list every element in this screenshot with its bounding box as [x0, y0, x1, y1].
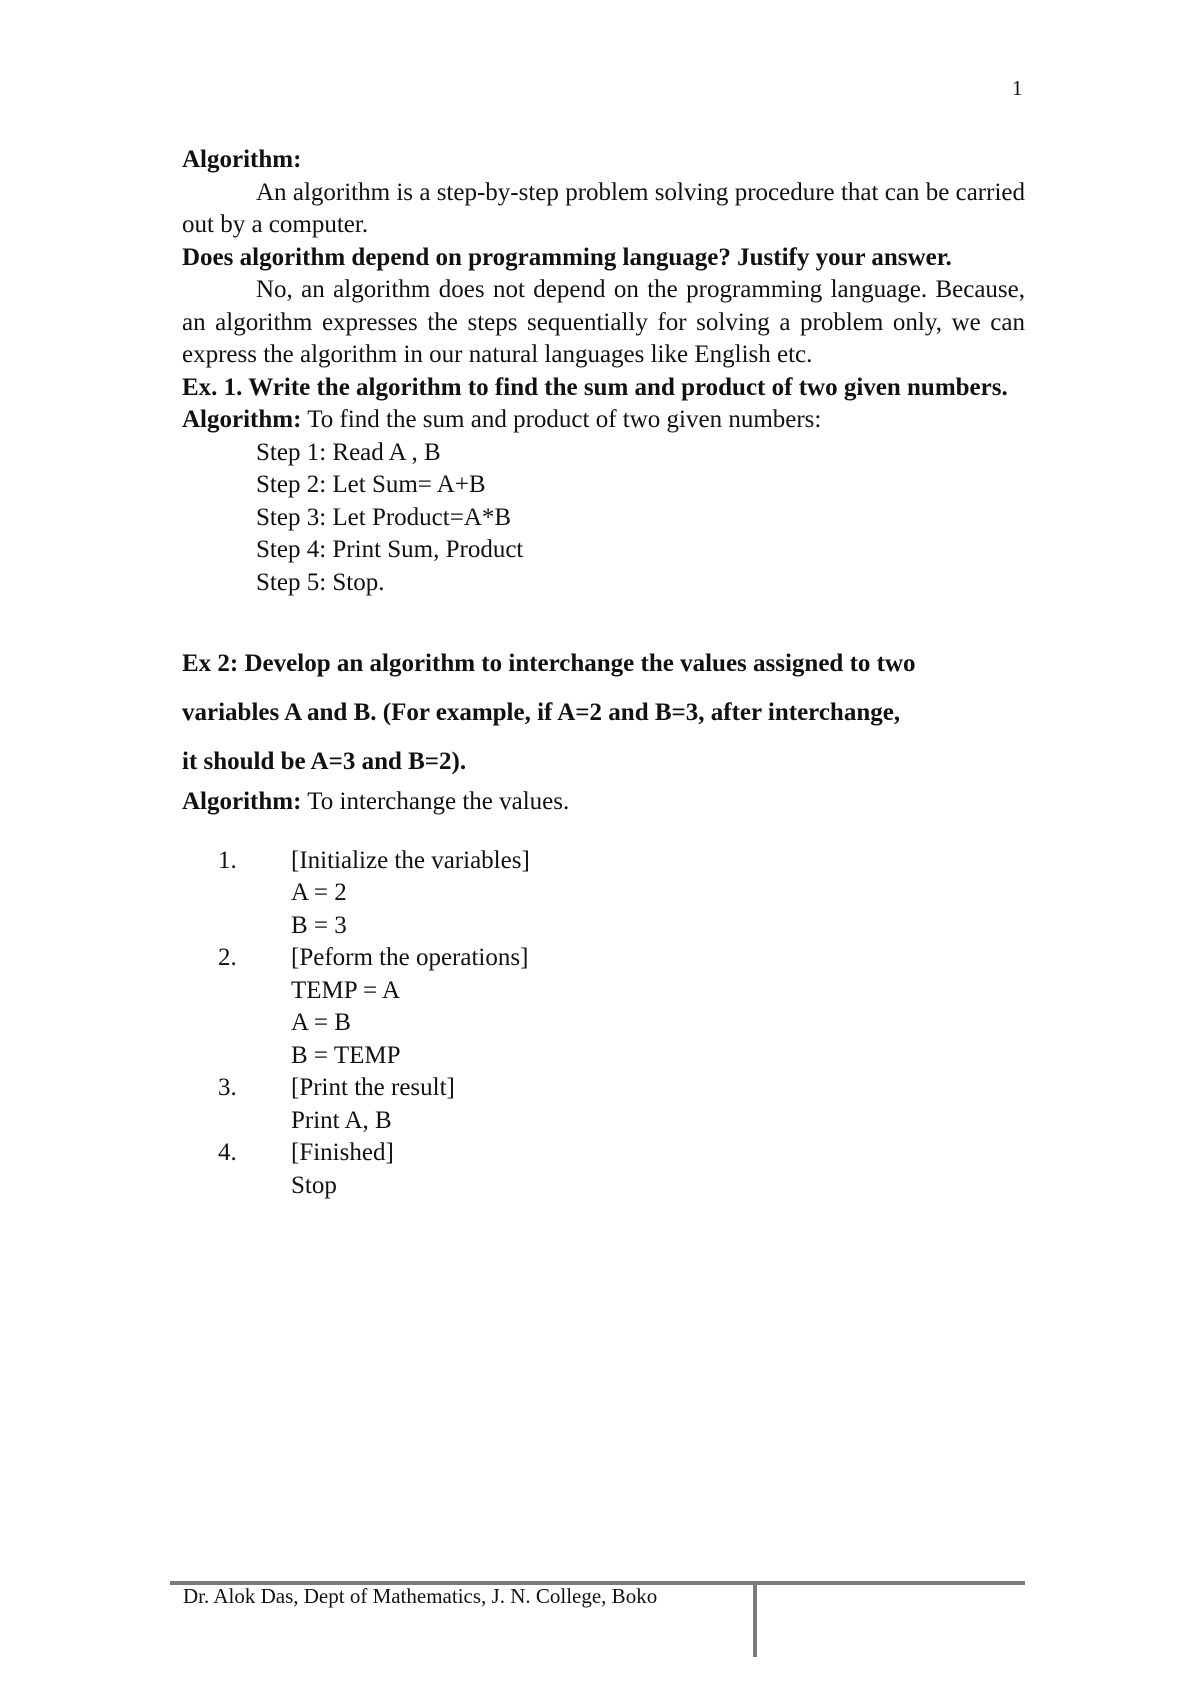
item-line: B = 3 [291, 911, 347, 939]
item-line: [Print the result] [291, 1074, 455, 1101]
item-line: [Peform the operations] [291, 944, 529, 971]
item-line: [Initialize the variables] [291, 846, 530, 874]
example1-algorithm-text: To find the sum and product of two given numbers: [301, 406, 822, 433]
footer-vertical-divider [753, 1581, 757, 1657]
page-number: 1 [1012, 76, 1023, 100]
item-line: A = B [291, 1009, 351, 1036]
example2-algorithm-text: To interchange the values. [301, 788, 570, 815]
item-line: Stop [291, 1171, 337, 1199]
step-item: Step 3: Let Product=A*B [256, 503, 512, 531]
example2-heading-line: Ex 2: Develop an algorithm to interchange the values assigned to two [182, 650, 916, 677]
example2-heading-line: it should be A=3 and B=2). [182, 748, 467, 775]
item-number: 3. [218, 1074, 237, 1101]
example2-heading-line: variables A and B. (For example, if A=2 and B=3, after interchange, [182, 699, 901, 726]
example1-steps [182, 437, 1025, 600]
question-heading: Does algorithm depend on programming language? Justify your answer. [182, 243, 952, 271]
item-number: 2. [218, 944, 237, 971]
footer-author: Dr. Alok Das, Dept of Mathematics, J. N. College, Boko [183, 1584, 658, 1608]
example2-heading [182, 639, 1025, 786]
algorithm-heading: Algorithm: [182, 146, 302, 173]
item-number: 1. [218, 846, 237, 874]
numbered-item [218, 1072, 1025, 1137]
example1-heading: Ex. 1. Write the algorithm to find the sum and product of two given numbers. [182, 373, 1008, 401]
question-answer: No, an algorithm does not depend on the programming language. Because, an algorithm expresses the steps sequentially for solving a problem only, we can express the algorithm in our natural languages like English etc. [182, 276, 1025, 368]
item-line: Print A, B [291, 1106, 392, 1134]
numbered-item [218, 845, 1025, 943]
example1-algorithm-label: Algorithm: [182, 406, 302, 433]
step-item: Step 1: Read A , B [256, 438, 441, 466]
example2-algorithm-line [182, 786, 1025, 819]
item-line: B = TEMP [291, 1041, 401, 1069]
example2-numbered-list [218, 845, 1025, 1203]
item-body [291, 845, 1025, 943]
item-body [291, 942, 1025, 1072]
item-line: TEMP = A [291, 976, 401, 1004]
example2-algorithm-label: Algorithm: [182, 788, 302, 815]
item-number: 4. [218, 1139, 237, 1166]
example1-algorithm-line [182, 404, 1025, 437]
item-line: A = 2 [291, 879, 347, 906]
item-line: [Finished] [291, 1139, 394, 1166]
algorithm-definition: An algorithm is a step-by-step problem solving procedure that can be carried out by a computer. [182, 178, 1025, 238]
numbered-item [218, 1137, 1025, 1202]
item-body [291, 1072, 1025, 1137]
step-item: Step 4: Print Sum, Product [256, 536, 524, 563]
numbered-item [218, 942, 1025, 1072]
document-body [182, 144, 1025, 1202]
step-item: Step 2: Let Sum= A+B [256, 471, 486, 498]
step-item: Step 5: Stop. [256, 568, 385, 596]
item-body [291, 1137, 1025, 1202]
